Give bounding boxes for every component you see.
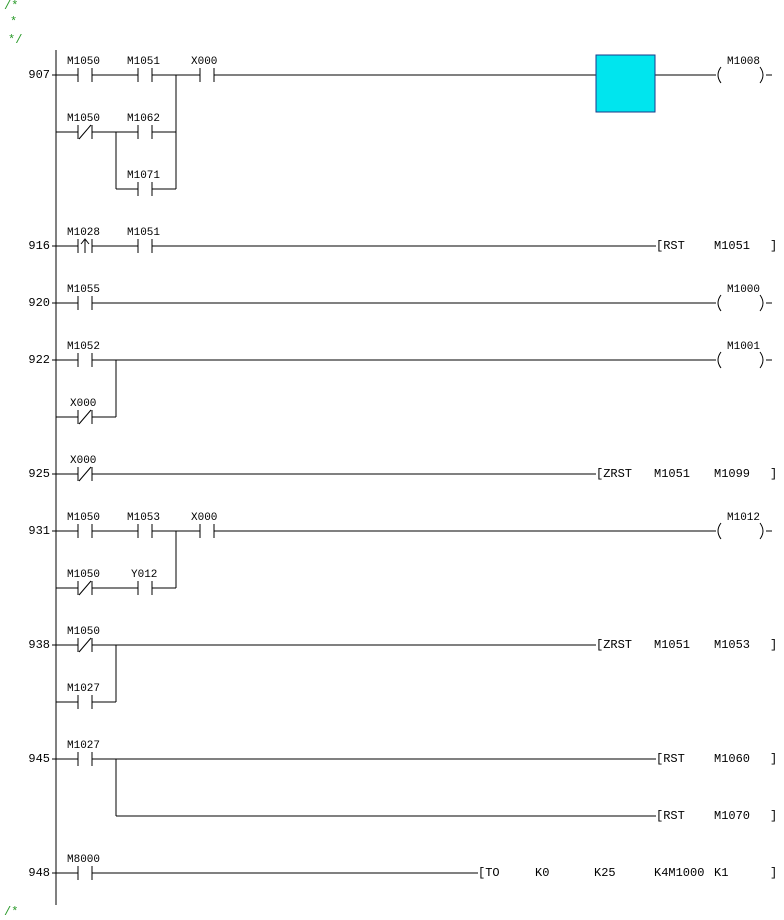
coil-label[interactable]: M1012 <box>727 512 761 524</box>
instruction-op[interactable]: [TO <box>478 866 500 880</box>
rung-945 <box>56 752 656 816</box>
contact-label[interactable]: M1051 <box>127 56 161 68</box>
instruction-end: ] <box>770 866 778 880</box>
instruction-arg[interactable]: M1060 <box>714 752 751 766</box>
contact-label[interactable]: M1055 <box>67 284 101 296</box>
contact-label[interactable]: M1062 <box>127 113 161 125</box>
step-number: 931 <box>28 524 50 538</box>
contact-label[interactable]: M1050 <box>67 569 101 581</box>
comment-close: */ <box>8 33 23 47</box>
rung-907 <box>56 67 772 196</box>
contact-label[interactable]: M8000 <box>67 854 101 866</box>
contact-label[interactable]: X000 <box>191 512 218 524</box>
step-number: 922 <box>28 353 50 367</box>
instruction-op[interactable]: [ZRST <box>596 467 633 481</box>
contact-label[interactable]: M1027 <box>67 740 101 752</box>
rung-922 <box>56 352 772 424</box>
instruction-arg[interactable]: M1053 <box>714 638 751 652</box>
step-number: 907 <box>28 68 50 82</box>
contact-label[interactable]: M1052 <box>67 341 101 353</box>
step-number: 920 <box>28 296 50 310</box>
contact-label[interactable]: Y012 <box>131 569 158 581</box>
contact-label[interactable]: X000 <box>70 398 97 410</box>
contact-label[interactable]: M1053 <box>127 512 161 524</box>
contact-label[interactable]: M1050 <box>67 626 101 638</box>
instruction-arg[interactable]: M1051 <box>654 467 691 481</box>
contact-label[interactable]: M1050 <box>67 56 101 68</box>
instruction-arg[interactable]: K1 <box>714 866 729 880</box>
step-number: 945 <box>28 752 50 766</box>
instruction-op[interactable]: [RST <box>656 752 685 766</box>
rung-948 <box>56 866 478 880</box>
contact-label[interactable]: X000 <box>70 455 97 467</box>
instruction-op[interactable]: [ZRST <box>596 638 633 652</box>
instruction-op[interactable]: [RST <box>656 809 685 823</box>
rung-916 <box>56 239 656 253</box>
contact-label[interactable]: X000 <box>191 56 218 68</box>
contact-label[interactable]: M1027 <box>67 683 101 695</box>
rung-920 <box>56 295 772 311</box>
instruction-arg[interactable]: K0 <box>535 866 550 880</box>
instruction-arg[interactable]: M1051 <box>654 638 691 652</box>
instruction-arg[interactable]: M1070 <box>714 809 751 823</box>
contact-label[interactable]: M1050 <box>67 113 101 125</box>
coil-label[interactable]: M1008 <box>727 56 761 68</box>
contact-label[interactable]: M1050 <box>67 512 101 524</box>
instruction-end: ] <box>770 467 778 481</box>
instruction-end: ] <box>770 239 778 253</box>
instruction-end: ] <box>770 752 778 766</box>
contact-label[interactable]: M1051 <box>127 227 161 239</box>
contact-label[interactable]: M1028 <box>67 227 101 239</box>
step-number: 925 <box>28 467 50 481</box>
rung-925 <box>56 467 596 481</box>
step-number: 916 <box>28 239 50 253</box>
step-number: 948 <box>28 866 50 880</box>
contact-label[interactable]: M1071 <box>127 170 161 182</box>
instruction-end: ] <box>770 638 778 652</box>
coil-label[interactable]: M1000 <box>727 284 761 296</box>
instruction-op[interactable]: [RST <box>656 239 685 253</box>
instruction-end: ] <box>770 809 778 823</box>
instruction-arg[interactable]: K25 <box>594 866 616 880</box>
instruction-arg[interactable]: M1051 <box>714 239 751 253</box>
rung-938 <box>56 638 596 709</box>
cursor-box <box>596 55 655 112</box>
instruction-arg[interactable]: M1099 <box>714 467 751 481</box>
comment-star: * <box>10 15 18 29</box>
instruction-arg[interactable]: K4M1000 <box>654 866 705 880</box>
step-ticks <box>52 75 56 873</box>
coil-label[interactable]: M1001 <box>727 341 761 353</box>
comment-bottom: /* <box>4 905 19 919</box>
comment-open: /* <box>4 0 19 13</box>
rung-931 <box>56 523 772 595</box>
step-number: 938 <box>28 638 50 652</box>
